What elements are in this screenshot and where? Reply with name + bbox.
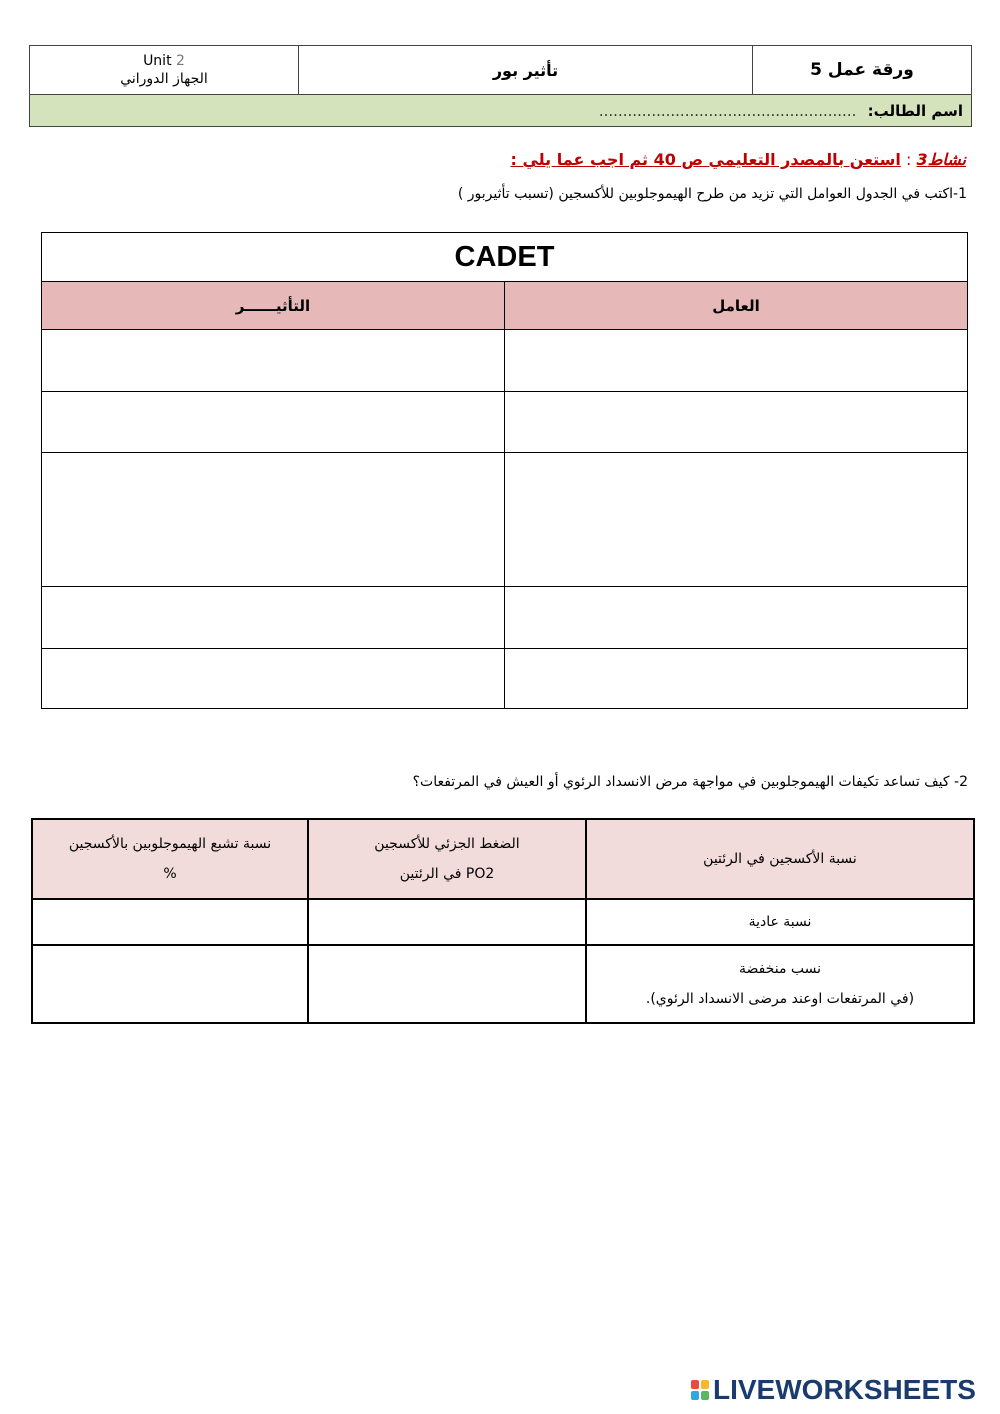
- unit-number: 2: [176, 53, 185, 69]
- unit-label: Unit: [143, 53, 172, 69]
- po2-cell[interactable]: [308, 945, 586, 1023]
- effect-cell[interactable]: [42, 392, 505, 453]
- factor-cell[interactable]: [505, 587, 968, 649]
- low-ratio-line2: (في المرتفعات اوعند مرضى الانسداد الرئوي).: [645, 991, 915, 1007]
- saturation-cell[interactable]: [32, 899, 308, 945]
- po2-header: [308, 819, 586, 899]
- low-ratio-label: [586, 945, 974, 1023]
- unit-cell: [30, 46, 299, 95]
- effect-cell[interactable]: [42, 330, 505, 392]
- effect-header: التأثيــــــر: [42, 282, 505, 330]
- factor-header: العامل: [505, 282, 968, 330]
- po2-header-line1: الضغط الجزئي للأكسجين: [374, 836, 520, 852]
- factor-cell[interactable]: [505, 453, 968, 587]
- effect-cell[interactable]: [42, 453, 505, 587]
- student-name-label: اسم الطالب:: [867, 101, 963, 120]
- effect-cell[interactable]: [42, 587, 505, 649]
- oxygen-table: [31, 818, 975, 1024]
- saturation-header: [32, 819, 308, 899]
- activity-instruction: [460, 150, 966, 169]
- liveworksheets-logo: [690, 1373, 990, 1407]
- factor-cell[interactable]: [505, 649, 968, 709]
- cadet-table: [41, 232, 968, 709]
- worksheet-title: تأثير بور: [299, 46, 753, 95]
- oxygen-ratio-header: نسبة الأكسجين في الرئتين: [586, 819, 974, 899]
- saturation-header-line1: نسبة تشبع الهيموجلوبين بالأكسجين: [68, 836, 272, 852]
- effect-cell[interactable]: [42, 649, 505, 709]
- logo-text: LIVEWORKSHEETS: [713, 1374, 976, 1405]
- worksheet-number: ورقة عمل 5: [753, 46, 972, 95]
- student-name-field[interactable]: ......................................................: [598, 101, 857, 120]
- worksheet-header: [29, 45, 972, 127]
- cadet-title: CADET: [42, 233, 968, 282]
- student-name-row: [30, 95, 972, 127]
- system-name: الجهاز الدوراني: [120, 71, 208, 87]
- question-1: 1-اكتب في الجدول العوامل التي تزيد من طرح الهيموجلوبين للأكسجين (تسبب تأثيربور ): [457, 186, 967, 202]
- normal-ratio-label: نسبة عادية: [586, 899, 974, 945]
- logo-mark-icon: [690, 1379, 710, 1401]
- factor-cell[interactable]: [505, 330, 968, 392]
- saturation-cell[interactable]: [32, 945, 308, 1023]
- low-ratio-line1: نسب منخفضة: [738, 961, 822, 977]
- question-2: 2- كيف تساعد تكيفات الهيموجلوبين في مواجهة مرض الانسداد الرئوي أو العيش في المرتفعات؟: [412, 774, 968, 790]
- factor-cell[interactable]: [505, 392, 968, 453]
- po2-cell[interactable]: [308, 899, 586, 945]
- activity-text: استعن بالمصدر التعليمي ص 40 ثم اجب عما يلي :: [510, 150, 901, 169]
- unit-line: [30, 52, 298, 70]
- activity-separator: :: [905, 150, 912, 169]
- po2-header-line2: PO2 في الرئتين: [399, 866, 495, 882]
- saturation-header-line2: %: [163, 866, 177, 882]
- activity-label: نشاط3: [916, 150, 966, 169]
